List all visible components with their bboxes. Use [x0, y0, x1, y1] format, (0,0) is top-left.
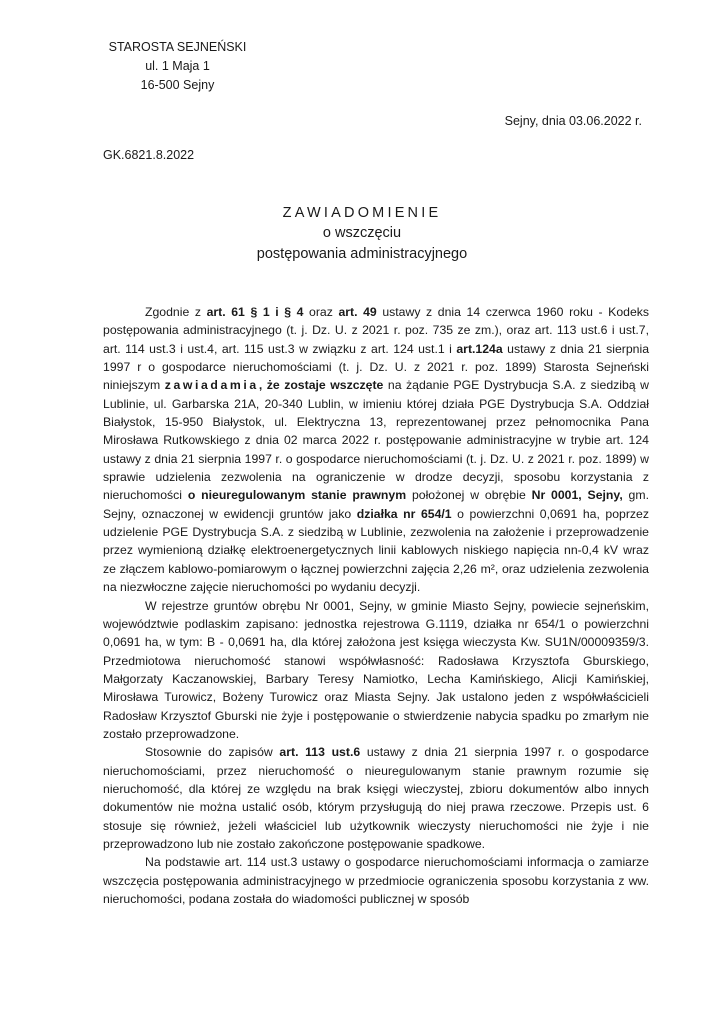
sender-street: ul. 1 Maja 1: [145, 59, 210, 73]
p1-text-a: Zgodnie z: [145, 305, 207, 319]
p1-bold-obreb: Nr 0001, Sejny,: [531, 488, 623, 503]
title-line-2: o wszczęciu: [322, 225, 402, 241]
p1-bold-article-61: art. 61 § 1 i § 4: [206, 305, 304, 319]
p1-text-f: na żądanie PGE Dystrybucja S.A. z siedzibą w Lublinie, ul. Garbarska 21A, 20-340 Lublin, w imieniu której działa PGE Dystrybucja S.A. Oddział Białystok, 15-950 Białystok, ul. Elektryczna 13, reprezentowanej przez pełnomocnika Pana Mirosława Rutkowskiego z dnia 02 marca 2022 r. postępowanie administracyjne w trybie art. 124 ustawy z dnia 21 sierpnia 1997 r. o gospodarce nieruchomościami (t. j. Dz. U. z 2021 r. poz. 1899) w sprawie udzielenia zezwolenia na ograniczenie w drodze decyzji, sposobu korzystania z nieruchomości: [103, 378, 649, 503]
p1-text-c: oraz: [303, 305, 339, 319]
p1-bold-stan-prawny: o nieuregulowanym stanie prawnym: [187, 488, 407, 503]
title-block: [150, 203, 574, 265]
p1-bold-article-49: art. 49: [338, 305, 377, 319]
document-date: Sejny, dnia 03.06.2022 r.: [504, 114, 642, 128]
paragraph-3: [103, 743, 649, 853]
document-heading: ZAWIADOMIENIE: [282, 205, 442, 221]
reference-number: GK.6821.8.2022: [103, 148, 195, 162]
p1-text-i: o powierzchni 0,0691 ha, poprzez udzielenie PGE Dystrybucja S.A. z siedzibą w Lublinie, zezwolenia na założenie i przeprowadzenie przez wymienioną działkę elektroenergetycznych linii kablowych niskiego napięcia nn-0,4 kV wraz ze złączem kablowo-pomiarowym o łącznej powierzchni zajęcia 2,26 m², oraz udzielenia zezwolenia na niezwłoczne zajęcie nieruchomości po wydaniu decyzji.: [103, 506, 649, 595]
p1-text-g: położonej w obrębie: [406, 488, 532, 503]
document-body: [103, 303, 649, 908]
title-line-3: postępowania administracyjnego: [256, 246, 468, 262]
p3-text-c: ustawy z dnia 21 sierpnia 1997 r. o gospodarce nieruchomościami, przez nieruchomość o nieuregulowanym stanie prawnym rozumie się nieruchomość, dla której ze względu na brak księgi wieczystej, zbioru dokumentów albo innych dokumentów nie można ustalić osób, którym przysługują do niej prawa rzeczowe. Przepis ust. 6 stosuje się również, jeżeli właściciel lub użytkownik wieczysty nieruchomości nie żyje i nie przeprowadzono lub nie zostało zakończone postępowanie spadkowe.: [103, 745, 649, 851]
paragraph-1: [103, 303, 649, 597]
paragraph-2: W rejestrze gruntów obrębu Nr 0001, Sejny, w gminie Miasto Sejny, powiecie sejneńskim, województwie podlaskim zapisano: jednostka rejestrowa G.1119, działka nr 654/1 o powierzchni 0,0691 ha, w tym: B - 0,0691 ha, dla której założona jest księga wieczysta Kw. SU1N/00009359/3. Przedmiotowa nieruchomość stanowi współwłasność: Radosława Krzysztofa Gburskiego, Małgorzaty Kaczanowskiej, Barbary Teresy Namiotko, Lecha Kamińskiego, Alicji Kamińskiej, Mirosława Turowicz, Bożeny Turowicz oraz Miasta Sejny. Jak ustalono jeden z współwłaścicieli Radosław Krzysztof Gburski nie żyje i postępowanie o stwierdzenie nabycia spadku po zmarłym nie zostało przeprowadzone.: [103, 598, 649, 741]
p1-bold-dzialka: działka nr 654/1: [356, 506, 452, 521]
p1-text-h: gm. Sejny, oznaczonej w ewidencji gruntów jako: [103, 488, 649, 521]
p3-bold-article-113: art. 113 ust.6: [279, 745, 361, 760]
p1-text-d: ustawy z dnia 14 czerwca 1960 roku - Kodeks postępowania administracyjnego (t. j. Dz. U. z 2021 r. poz. 735 ze zm.), oraz art. 113 ust.6 i ust.7, art. 114 ust.3 i ust.4, art. 115 ust.3 w związku z art. 124 ust.1 i: [103, 305, 650, 356]
paragraph-4: Na podstawie art. 114 ust.3 ustawy o gospodarce nieruchomościami informacja o zamiarze wszczęcia postępowania administracyjnego w przedmiocie ograniczenia sposobu korzystania z ww. nieruchomości, podana została do wiadomości publicznej w sposób: [103, 855, 649, 906]
p1-bold-article-124a: art.124a: [456, 341, 503, 356]
sender-block: [100, 38, 255, 95]
p1-text-e: ustawy z dnia 21 sierpnia 1997 r o gospodarce nieruchomościami (t. j. Dz. U. z 2021 r. poz. 1899) Starosta Sejneński niniejszym: [103, 341, 650, 393]
p1-spaced-zawiadamia: zawiadamia: [164, 378, 259, 393]
sender-title: STAROSTA SEJNEŃSKI: [108, 40, 247, 54]
p1-bold-wszczete: , że zostaje wszczęte: [258, 378, 384, 393]
sender-city: 16-500 Sejny: [140, 78, 215, 92]
p3-text-a: Stosownie do zapisów: [145, 745, 280, 760]
